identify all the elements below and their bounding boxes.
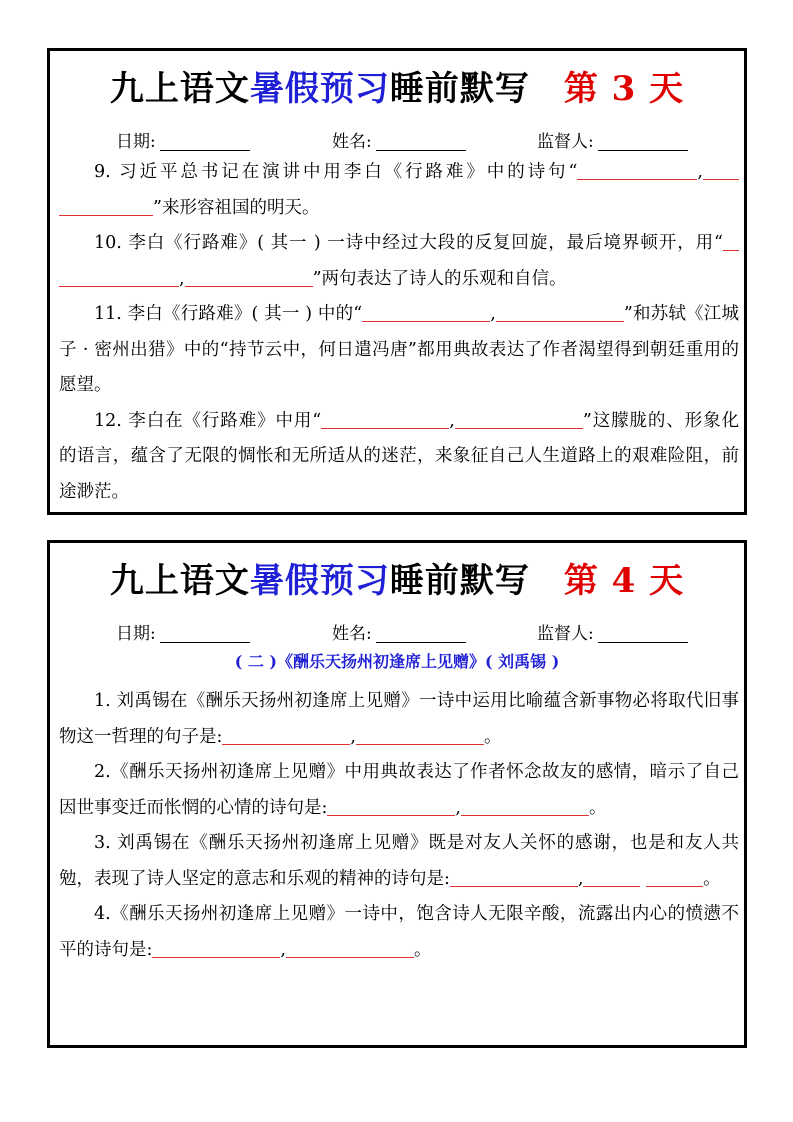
name-blank[interactable] xyxy=(376,132,466,151)
answer-blank[interactable] xyxy=(646,868,703,887)
worksheet-title xyxy=(50,553,744,602)
answer-blank[interactable] xyxy=(59,268,179,287)
question-text: 1. 刘禹锡在《酬乐天扬州初逢席上见赠》一诗中运用比喻蕴含新事物必将取代旧事物这一哲理的句子是: xyxy=(59,691,739,747)
date-blank[interactable] xyxy=(160,624,250,643)
question-text: ”这朦胧的、形象化的语言，蕴含了无限的惆怅和无所适从的迷茫，来象征自己人生道路上的艰难险阻，前途渺茫。 xyxy=(59,410,740,502)
question-1 xyxy=(59,684,739,755)
question-12 xyxy=(59,404,739,511)
question-text: 。 xyxy=(703,868,721,889)
supervisor-field xyxy=(537,127,688,152)
supervisor-field xyxy=(537,619,688,644)
question-11 xyxy=(59,297,739,404)
question-9 xyxy=(59,155,739,226)
title-suffix: 睡前默写 xyxy=(389,561,530,601)
separator: , xyxy=(577,868,584,889)
supervisor-blank[interactable] xyxy=(598,624,688,643)
question-text: 2.《酬乐天扬州初逢席上见赠》中用典故表达了作者怀念故友的感情，暗示了自己因世事变迁而怅惘的心情的诗句是: xyxy=(59,762,739,818)
question-text: 。 xyxy=(413,939,432,960)
question-text: 10. 李白《行路难》( 其一 ) 一诗中经过大段的反复回旋，最后境界顿开，用“ xyxy=(94,233,723,253)
question-text: ”来形容祖国的明天。 xyxy=(153,197,320,218)
answer-blank[interactable] xyxy=(152,939,280,958)
name-field xyxy=(332,127,466,152)
answer-blank[interactable] xyxy=(185,268,313,287)
worksheet-day-4 xyxy=(47,540,747,1048)
name-blank[interactable] xyxy=(376,624,466,643)
worksheet-day-3 xyxy=(47,48,747,515)
answer-blank[interactable] xyxy=(362,303,490,322)
question-10 xyxy=(59,226,739,297)
question-text: ”两句表达了诗人的乐观和自信。 xyxy=(312,268,567,289)
question-text: 12. 李白在《行路难》中用“ xyxy=(94,410,322,431)
date-blank[interactable] xyxy=(160,132,250,151)
separator: , xyxy=(490,304,496,324)
question-text: 4.《酬乐天扬州初逢席上见赠》一诗中，饱含诗人无限辛酸，流露出内心的愤懑不平的诗句是: xyxy=(59,904,739,960)
day-label: 第 3 天 xyxy=(563,69,685,109)
question-text: 。 xyxy=(588,797,607,818)
info-line xyxy=(50,619,744,643)
date-label: 日期: xyxy=(116,132,156,152)
question-list xyxy=(59,155,739,510)
separator: , xyxy=(449,410,455,431)
question-2 xyxy=(59,755,739,826)
question-list xyxy=(59,684,739,968)
question-4 xyxy=(59,897,739,968)
answer-blank[interactable] xyxy=(327,797,455,816)
question-text: 。 xyxy=(483,726,502,747)
date-field xyxy=(116,619,250,644)
separator: , xyxy=(455,797,461,818)
date-label: 日期: xyxy=(116,624,156,644)
name-label: 姓名: xyxy=(332,132,372,152)
answer-blank[interactable] xyxy=(455,410,583,429)
title-prefix: 九上语文 xyxy=(109,561,250,601)
answer-blank[interactable] xyxy=(356,726,484,745)
answer-blank[interactable] xyxy=(577,161,697,180)
separator: , xyxy=(280,939,286,960)
answer-blank[interactable] xyxy=(496,303,624,322)
name-field xyxy=(332,619,466,644)
separator: , xyxy=(697,162,703,182)
question-text: 3. 刘禹锡在《酬乐天扬州初逢席上见赠》既是对友人关怀的感谢，也是和友人共勉，表现了诗人坚定的意志和乐观的精神的诗句是: xyxy=(59,833,739,889)
question-text: ”和苏轼《江城子 · 密州出猎》中的“持节云中，何日遣冯唐”都用典故表达了作者渴望得到朝廷重用的愿望。 xyxy=(59,304,739,395)
title-prefix: 九上语文 xyxy=(109,69,250,109)
answer-blank[interactable] xyxy=(461,797,589,816)
separator: , xyxy=(350,726,356,747)
answer-blank[interactable] xyxy=(583,868,640,887)
question-3 xyxy=(59,826,739,897)
supervisor-label: 监督人: xyxy=(537,132,594,152)
answer-blank[interactable] xyxy=(59,197,153,216)
answer-blank[interactable] xyxy=(723,232,739,251)
question-text: 9. 习近平总书记在演讲中用李白《行路难》中的诗句“ xyxy=(94,162,578,182)
answer-blank[interactable] xyxy=(222,726,350,745)
section-title: ( 二 )《酬乐天扬州初逢席上见赠》( 刘禹锡 ) xyxy=(234,652,560,671)
day-label: 第 4 天 xyxy=(563,561,685,601)
date-field xyxy=(116,127,250,152)
answer-blank[interactable] xyxy=(286,939,414,958)
title-highlight: 暑假预习 xyxy=(249,69,390,109)
name-label: 姓名: xyxy=(332,624,372,644)
worksheet-title xyxy=(50,61,744,110)
answer-blank[interactable] xyxy=(450,868,578,887)
title-highlight: 暑假预习 xyxy=(249,561,390,601)
info-line xyxy=(50,127,744,151)
answer-blank[interactable] xyxy=(321,410,449,429)
supervisor-label: 监督人: xyxy=(537,624,594,644)
supervisor-blank[interactable] xyxy=(598,132,688,151)
question-text: 11. 李白《行路难》( 其一 ) 中的“ xyxy=(94,304,363,324)
title-suffix: 睡前默写 xyxy=(389,69,530,109)
answer-blank[interactable] xyxy=(703,161,739,180)
separator: , xyxy=(179,268,185,289)
